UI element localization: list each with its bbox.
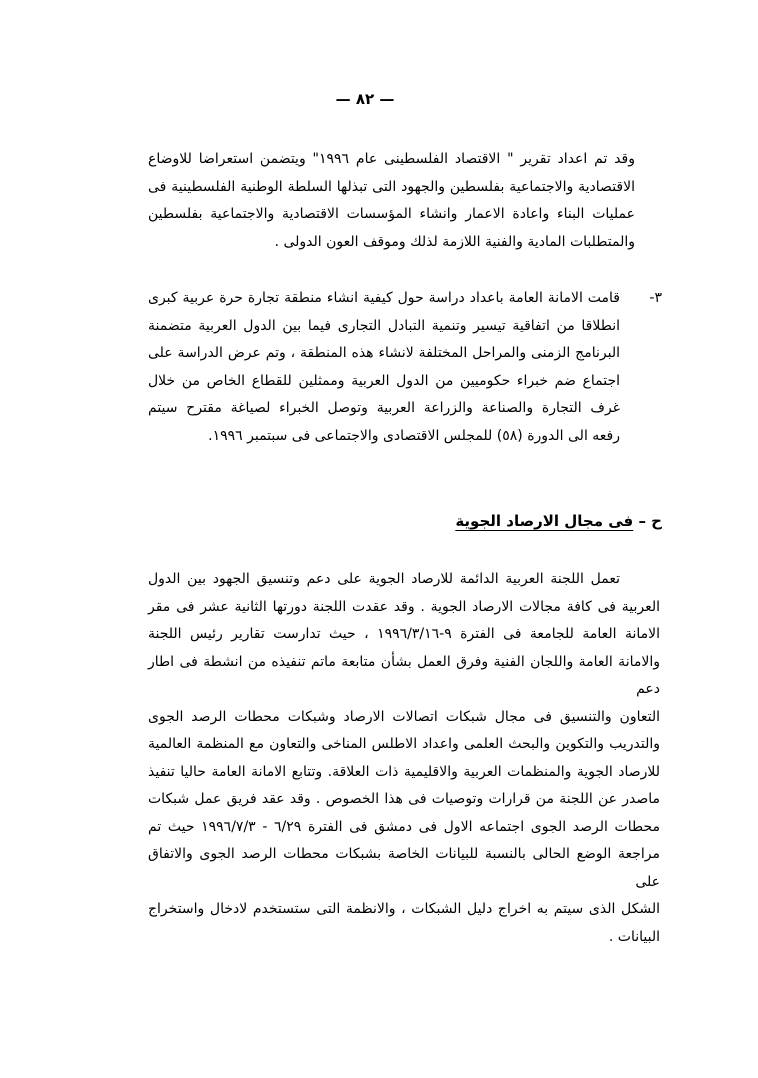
- text-line: التعاون والتنسيق فى مجال شبكات اتصالات الارصاد وشبكات محطات الرصد الجوى: [148, 708, 660, 725]
- text-line: الاقتصادية والاجتماعية بفلسطين والجهود التى تبذلها السلطة الوطنية الفلسطينية فى: [148, 178, 635, 195]
- text-line: وقد تم اعداد تقرير " الاقتصاد الفلسطينى عام ١٩٩٦" ويتضمن استعراضا للاوضاع: [148, 151, 635, 167]
- text-line: عمليات البناء واعادة الاعمار وانشاء المؤسسات الاقتصادية والاجتماعية بفلسطين: [148, 206, 635, 222]
- text-line: والامانة العامة واللجان الفنية وفرق العمل بشأن متابعة ماتم تنفيذه من انشطة فى اطار دعم: [148, 653, 660, 697]
- text-line: للارصاد الجوية والمنظمات العربية والاقليمية ذات العلاقة. وتتابع الامانة العامة حاليا تنفيذ: [148, 763, 660, 780]
- text-line: الشكل الذى سيتم به اخراج دليل الشبكات ، والانظمة التى ستستخدم لادخال واستخراج: [148, 901, 660, 917]
- text-line: غرف التجارة والصناعة والزراعة العربية وتوصل الخبراء لصياغة مقترح سيتم: [148, 400, 620, 416]
- text-line: والمتطلبات المادية والفنية اللازمة لذلك وموقف العون الدولى .: [274, 233, 635, 250]
- page-number: — ٨٢ —: [335, 90, 395, 108]
- text-line: البرنامج الزمنى والمراحل المختلفة لانشاء هذه المنطقة ، وتم عرض الدراسة على: [148, 345, 620, 361]
- paragraph-palestinian-economy-report: [148, 146, 635, 256]
- text-line: محطات الرصد الجوى اجتماعه الاول فى دمشق فى الفترة ٦/٢٩ - ١٩٩٦/٧/٣ حيث تم: [148, 818, 660, 835]
- text-line: تعمل اللجنة العربية الدائمة للارصاد الجوية على دعم وتنسيق الجهود بين الدول: [148, 571, 620, 587]
- item-number: ٣-: [649, 290, 662, 306]
- section-letter: ح –: [638, 512, 662, 530]
- text-line: العربية فى كافة مجالات الارصاد الجوية . وقد عقدت اللجنة دورتها الثانية عشر فى مقر: [148, 598, 660, 615]
- text-line: رفعه الى الدورة (٥٨) للمجلس الاقتصادى والاجتماعى فى سبتمبر ١٩٩٦.: [208, 427, 620, 444]
- text-line: قامت الامانة العامة باعداد دراسة حول كيفية انشاء منطقة تجارة حرة عربية كبرى: [148, 290, 620, 306]
- text-line: مراجعة الوضع الحالى بالنسبة للبيانات الخاصة بشبكات محطات الرصد الجوى والاتفاق على: [148, 846, 660, 890]
- section-title: فى مجال الارصاد الجوية: [455, 512, 634, 530]
- section-heading: [455, 508, 662, 535]
- text-line: اجتماع ضم خبراء حكوميين من الدول العربية وممثلين للقطاع الخاص من خلال: [148, 372, 620, 389]
- list-item-3: [148, 285, 620, 450]
- text-line: الامانة العامة للجامعة فى الفترة ٩-١٩٩٦/٣/١٦ ، حيث تدارست تقارير رئيس اللجنة: [148, 626, 660, 642]
- paragraph-meteorology: [148, 566, 660, 951]
- text-line: البيانات .: [608, 928, 660, 945]
- text-line: انطلاقا من اتفاقية تيسير وتنمية التبادل التجارى فيما بين الدول العربية متضمنة: [148, 317, 620, 334]
- text-line: والتدريب والتكوين والبحث العلمى واعداد الاطلس المناخى والتعاون مع المنظمة العالمية: [148, 736, 660, 752]
- text-line: ماصدر عن اللجنة من قرارات وتوصيات فى هذا الخصوص . وقد عقد فريق عمل شبكات: [148, 791, 660, 807]
